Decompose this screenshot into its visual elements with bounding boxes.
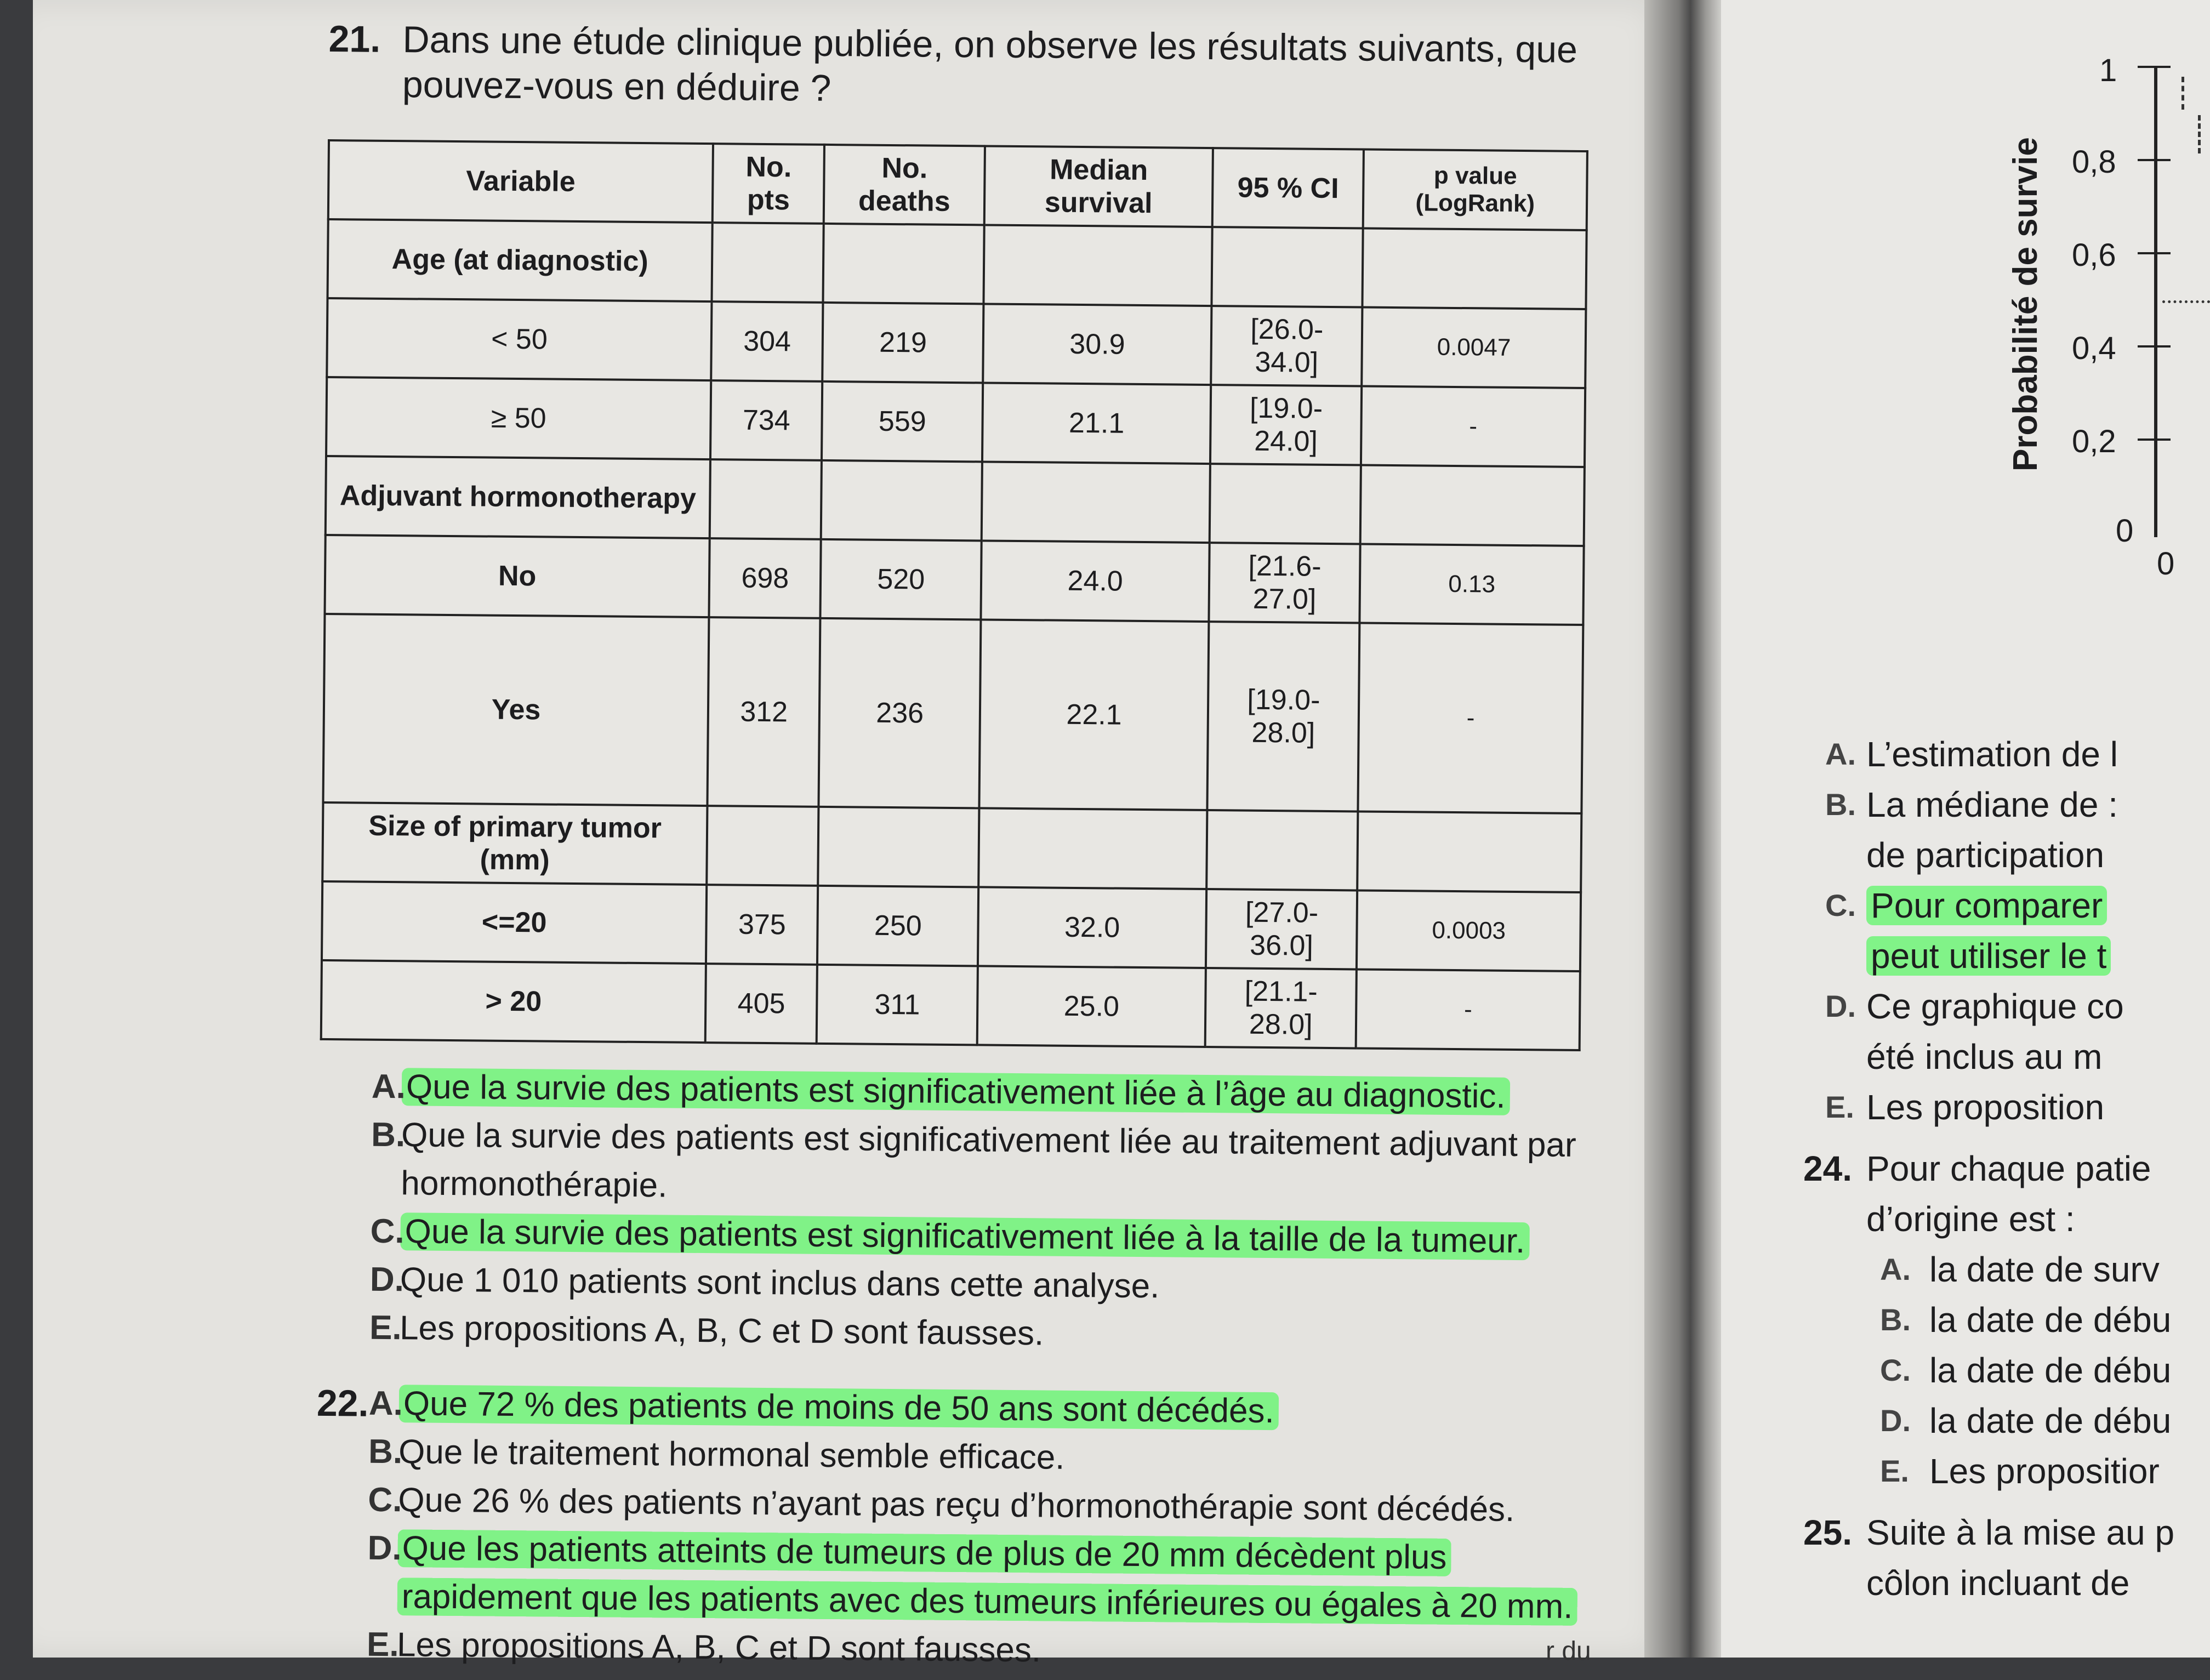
answer-letter: A.	[1880, 1252, 1911, 1286]
table-row	[327, 298, 1586, 388]
answer-text: Les proposition	[1866, 1087, 2105, 1127]
cell-variable: < 50	[327, 298, 711, 380]
section-row	[322, 802, 1581, 892]
results-table	[320, 139, 1588, 1051]
y-tick-label: 1	[2099, 53, 2117, 88]
answer-text: La médiane de :	[1866, 785, 2118, 824]
cell-median: 22.1	[979, 619, 1209, 810]
answer-text-highlighted: Que 72 % des patients de moins de 50 ans sont décédés.	[399, 1385, 1279, 1430]
right-page-questions	[1803, 729, 2174, 1608]
answer-letter: D.	[369, 1260, 405, 1299]
answer-letter: C.	[370, 1212, 405, 1251]
answer-letter: C.	[1825, 888, 1856, 922]
answer-text: la date de surv	[1929, 1250, 2160, 1289]
question-text-line: côlon incluant de	[1866, 1563, 2130, 1603]
answer-text: Les propositior	[1929, 1451, 2160, 1491]
answer-item	[1803, 1396, 2174, 1446]
cell-median: 21.1	[982, 383, 1211, 464]
survival-curve-dashed	[2181, 77, 2184, 110]
answer-item	[1803, 1446, 2174, 1496]
col-header: No. deaths	[824, 145, 985, 225]
survival-curve-dashed	[2198, 115, 2201, 153]
cell-median: 32.0	[978, 887, 1206, 968]
question-24-block	[1803, 1143, 2174, 1244]
cell-deaths: 250	[817, 886, 978, 966]
cell-variable: Yes	[323, 614, 709, 806]
cell-pts: 405	[705, 964, 817, 1044]
y-tick-label: 0,4	[2072, 331, 2116, 366]
cell-deaths: 219	[823, 303, 984, 383]
cell-ci: [21.1-28.0]	[1205, 968, 1357, 1048]
answer-item	[1803, 981, 2174, 1032]
cell-variable: ≥ 50	[326, 377, 711, 459]
chart-y-axis	[2154, 66, 2157, 537]
answer-text: Que 26 % des patients n’ayant pas reçu d’hormonothérapie sont décédés.	[398, 1481, 1515, 1529]
y-tick-label: 0	[2116, 513, 2134, 549]
answer-letter: A.	[1825, 737, 1856, 771]
answer-continuation	[1803, 1032, 2174, 1082]
question-22-answers	[315, 1379, 1627, 1680]
x-tick-label: 0	[2157, 546, 2175, 582]
cell-ci: [26.0-34.0]	[1211, 306, 1363, 386]
answer-text: Que le traitement hormonal semble efficace.	[398, 1433, 1065, 1477]
answer-text-highlighted: Que la survie des patients est significativement liée à la taille de la tumeur.	[400, 1212, 1529, 1260]
answer-letter: D.	[367, 1529, 402, 1568]
question-21-block	[315, 16, 1639, 1680]
cell-ci: [19.0-24.0]	[1210, 385, 1362, 465]
y-tick-label: 0,2	[2072, 424, 2116, 459]
col-header: Median survival	[984, 146, 1213, 227]
y-tick-label: 0,6	[2072, 237, 2116, 273]
cell-deaths: 236	[819, 618, 981, 808]
question-text-line: Pour chaque patie	[1866, 1149, 2151, 1188]
cell-variable: No	[324, 535, 709, 617]
cell-ci: [21.6-27.0]	[1209, 543, 1361, 623]
question-25-block	[1803, 1507, 2174, 1608]
answer-text: la date de débu	[1929, 1351, 2172, 1390]
answer-letter: C.	[368, 1480, 402, 1519]
question-text-line: d’origine est :	[1866, 1199, 2075, 1239]
cell-deaths: 559	[822, 381, 983, 462]
question-text-line: Suite à la mise au p	[1866, 1513, 2175, 1552]
answer-letter: A.	[368, 1384, 403, 1423]
section-label: Size of primary tumor (mm)	[322, 802, 707, 885]
col-header: p value (LogRank)	[1363, 149, 1587, 230]
answer-text: Les propositions A, B, C et D sont fausses.	[396, 1626, 1041, 1670]
answer-letter: D.	[1825, 989, 1856, 1023]
cell-p: 0.0047	[1362, 307, 1586, 388]
cell-deaths: 520	[821, 539, 982, 620]
answer-item	[1803, 1345, 2174, 1396]
cell-variable: > 20	[321, 960, 706, 1043]
chart-ylabel: Probabilité de survie	[2007, 137, 2044, 471]
answer-text: la date de débu	[1929, 1300, 2172, 1340]
answer-text: Que la survie des patients est significativement liée au traitement adjuvant par hormonothérapie.	[401, 1116, 1577, 1205]
y-tick-mark	[2138, 66, 2171, 68]
answer-letter: B.	[371, 1115, 406, 1154]
answer-item	[318, 1110, 1629, 1218]
cell-p: -	[1358, 623, 1584, 813]
answer-continuation	[1803, 931, 2174, 981]
cell-pts: 734	[710, 380, 822, 460]
answer-item	[1803, 1295, 2174, 1345]
table-row	[326, 377, 1585, 467]
answer-text: été inclus au m	[1866, 1037, 2103, 1077]
cell-p: -	[1356, 969, 1580, 1050]
table-row	[324, 535, 1584, 625]
col-header: 95 % CI	[1212, 148, 1364, 228]
section-label: Age (at diagnostic)	[328, 219, 713, 301]
answer-item	[1803, 1244, 2174, 1295]
question-number: 25.	[1803, 1513, 1852, 1552]
answer-item	[1803, 779, 2174, 830]
cell-p: 0.13	[1360, 544, 1584, 625]
question-21-header	[328, 16, 1639, 118]
table-row	[322, 881, 1581, 971]
question-text: Dans une étude clinique publiée, on observe les résultats suivants, que pouvez-vous en déduire ?	[402, 19, 1578, 110]
y-tick-mark	[2138, 345, 2171, 348]
answer-text-highlighted: Que la survie des patients est significativement liée à l’âge au diagnostic.	[402, 1068, 1510, 1115]
section-label: Adjuvant hormonotherapy	[326, 456, 710, 538]
answer-continuation	[1803, 830, 2174, 880]
cell-pts: 304	[711, 301, 823, 381]
question-number: 22.	[316, 1382, 369, 1425]
answer-text: L’estimation de l	[1866, 734, 2118, 774]
answer-item	[1803, 880, 2174, 931]
answer-item	[1803, 729, 2174, 779]
section-row	[326, 456, 1585, 546]
answer-letter: C.	[1880, 1353, 1911, 1387]
cell-pts: 375	[706, 885, 818, 965]
question-number: 24.	[1803, 1149, 1852, 1188]
answer-letter: B.	[1880, 1302, 1911, 1337]
answer-letter: B.	[1825, 787, 1856, 822]
answer-letter: E.	[366, 1625, 399, 1664]
answer-text: Ce graphique co	[1866, 987, 2124, 1026]
y-tick-mark	[2138, 438, 2171, 441]
survival-curve-dotted	[2162, 300, 2210, 303]
cell-median: 25.0	[977, 966, 1206, 1047]
cell-ci: [27.0-36.0]	[1206, 889, 1358, 969]
section-row	[328, 219, 1587, 309]
answer-item	[1803, 1082, 2174, 1132]
question-number: 21.	[328, 18, 381, 60]
col-header: No. pts	[713, 144, 824, 224]
cell-median: 30.9	[983, 304, 1211, 385]
cell-median: 24.0	[981, 540, 1210, 622]
table-row	[323, 614, 1583, 813]
col-header: Variable	[328, 140, 713, 223]
y-tick-mark	[2138, 159, 2171, 161]
y-tick-mark	[2138, 252, 2171, 254]
cell-pts: 698	[709, 538, 821, 618]
answer-letter: B.	[368, 1432, 403, 1471]
cell-deaths: 311	[817, 965, 978, 1045]
answer-letter: E.	[369, 1308, 402, 1347]
answer-item	[315, 1524, 1625, 1632]
answer-text: Que 1 010 patients sont inclus dans cette analyse.	[400, 1261, 1160, 1306]
cell-pts: 312	[708, 617, 821, 807]
answer-letter: E.	[1880, 1454, 1909, 1488]
cell-variable: <=20	[322, 881, 707, 964]
answer-letter: D.	[1880, 1403, 1911, 1438]
table-header-row	[328, 140, 1587, 230]
book-gutter	[1644, 0, 1721, 1658]
footer-fragment: r du	[1546, 1637, 1591, 1666]
table-row	[321, 960, 1580, 1050]
answer-letter: E.	[1825, 1090, 1854, 1124]
answer-text: de participation	[1866, 835, 2105, 875]
answer-text-highlighted: Que les patients atteints de tumeurs de plus de 20 mm décèdent plus rapidement que les patients avec des tumeurs inférieures ou égales à 20 mm.	[397, 1529, 1577, 1626]
cell-p: 0.0003	[1357, 890, 1581, 971]
question-22-block	[315, 1379, 1627, 1680]
y-tick-label: 0,8	[2072, 144, 2116, 180]
answer-text-highlighted: Pour comparer	[1866, 886, 2107, 925]
answer-text-highlighted: peut utiliser le t	[1866, 936, 2111, 976]
cell-p: -	[1361, 386, 1585, 467]
answer-text: Les propositions A, B, C et D sont fausses.	[399, 1309, 1044, 1353]
answer-text: la date de débu	[1929, 1401, 2172, 1440]
cell-ci: [19.0-28.0]	[1207, 622, 1360, 811]
answer-letter: A.	[371, 1067, 406, 1106]
question-21-answers	[317, 1062, 1630, 1363]
